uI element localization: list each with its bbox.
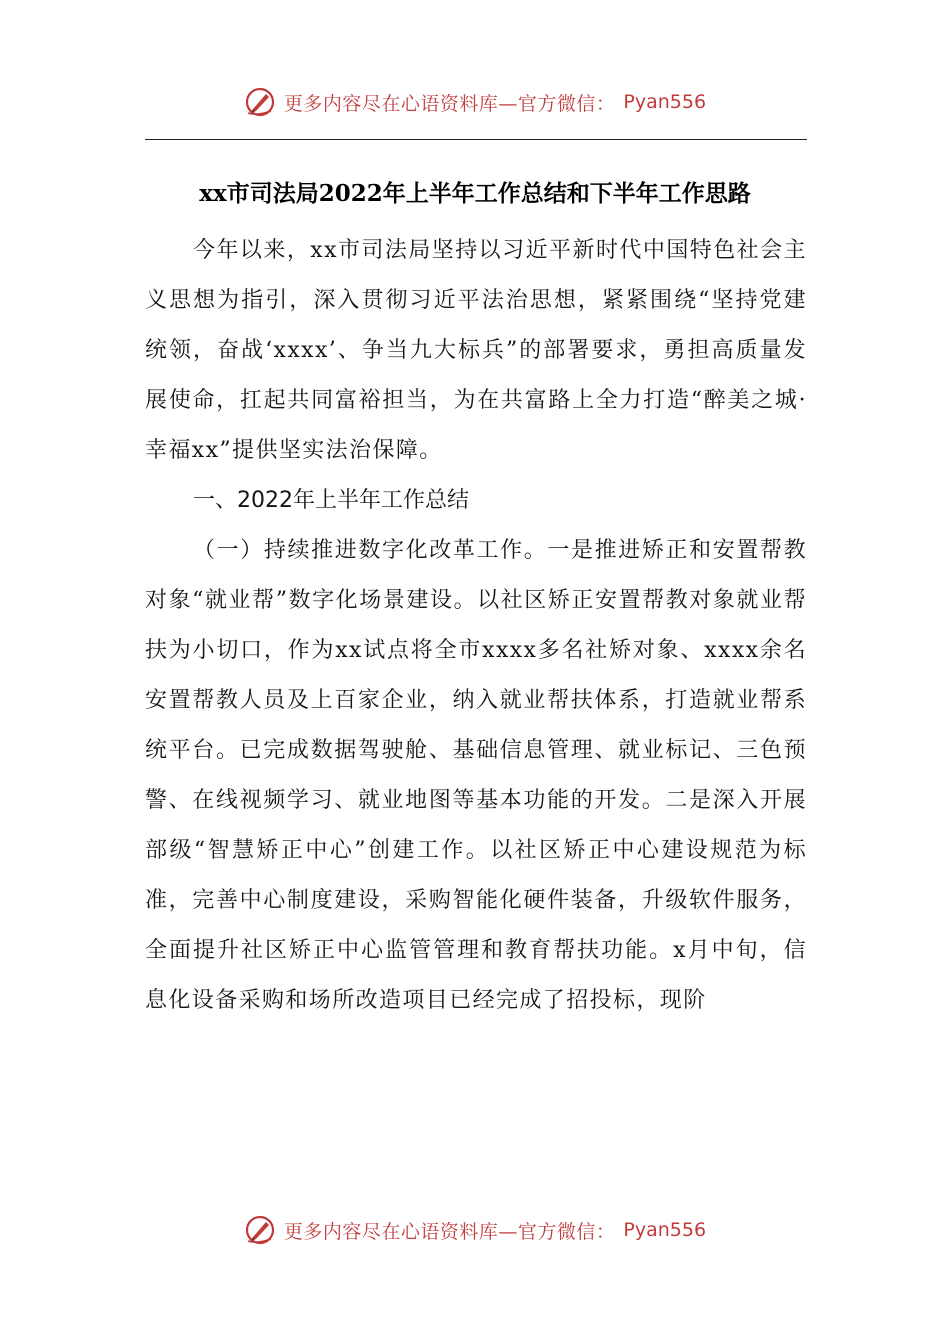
watermark-text: 更多内容尽在心语资料库—官方微信： <box>283 92 616 115</box>
section-heading: 一、2022年上半年工作总结 <box>193 488 469 513</box>
header-watermark <box>0 82 950 122</box>
watermark-wechat-id: Pyan556 <box>623 91 707 113</box>
document-title: xx市司法局2022年上半年工作总结和下半年工作思路 <box>199 180 751 207</box>
section-paragraph: （一）持续推进数字化改革工作。一是推进矫正和安置帮教对象“就业帮”数字化场景建设。以社区矫正安置帮教对象就业帮扶为小切口，作为xx试点将全市xxxx多名社矫对象、xxxx余名安置帮教人员及上百家企业，纳入就业帮扶体系，打造就业帮系统平台。已完成数据驾驶舱、基础信息管理、就业标记、三色预警、在线视频学习、就业地图等基本功能的开发。二是深入开展部级“智慧矫正中心”创建工作。以社区矫正中心建设规范为标准，完善中心制度建设，采购智能化硬件装备，升级软件服务，全面提升社区矫正中心监管管理和教育帮扶功能。x月中旬，信息化设备采购和场所改造项目已经完成了招投标，现阶 <box>145 538 807 1013</box>
intro-paragraph: 今年以来，xx市司法局坚持以习近平新时代中国特色社会主义思想为指引，深入贯彻习近平法治思想，紧紧围绕“坚持党建统领，奋战‘xxxx’、争当九大标兵”的部署要求，勇担高质量发展使命，扛起共同富裕担当，为在共富路上全力打造“醉美之城·幸福xx”提供坚实法治保障。 <box>145 238 807 463</box>
watermark-text: 更多内容尽在心语资料库—官方微信： <box>283 1220 616 1243</box>
pen-circle-icon <box>244 1214 276 1246</box>
document-body <box>145 226 807 1026</box>
header-divider <box>145 139 807 140</box>
footer-watermark <box>0 1210 950 1250</box>
watermark-wechat-id: Pyan556 <box>623 1219 707 1241</box>
pen-circle-icon <box>244 86 276 118</box>
